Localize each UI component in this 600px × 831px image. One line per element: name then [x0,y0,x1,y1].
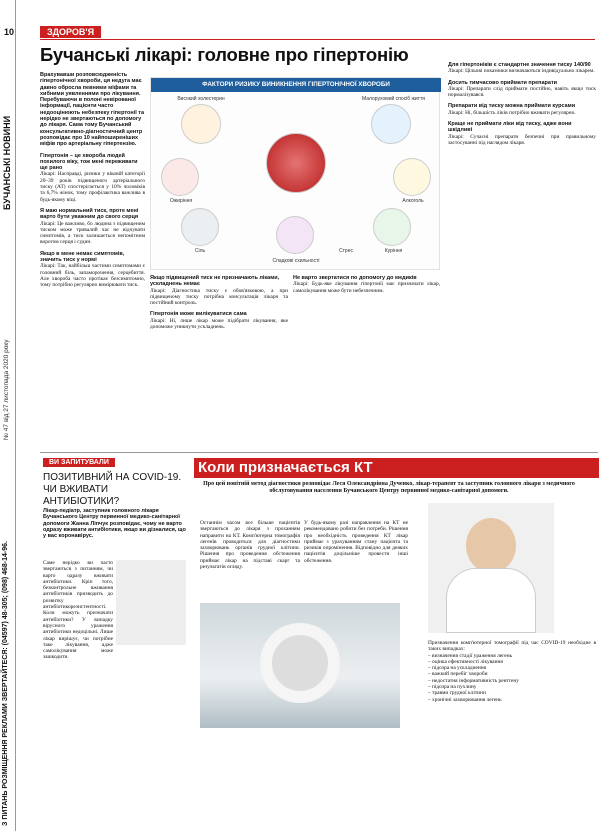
answer-2: Лікарі: Це важливо, бо людина з підвищеним тиском може тривалий час не відчувати симптомів, а тиск залишається непомітним ворогом серця і судин. [40,220,145,246]
myth-10: Краще не приймати ліки від тиску, адже вони шкідливі [448,121,572,134]
strip-divider [15,0,16,831]
kt-indications-intro: Призначення комп'ютерної томографії під час COVID-19 необхідне в таких випадках: [428,640,596,653]
list-item: – визначення стадії ураження легень [428,653,596,659]
factor-label: Алкоголь [402,198,424,204]
list-item: – недостатня інформативність рентгену [428,678,596,684]
list-item: – підозра на ускладнення [428,665,596,671]
sidebar-body: Саме нерідко ви часто звертаються з питанням, чи варто одразу вживати антибіотики. Кріп того, безконтрольне вживання антибіотиків призводить до розвитку антибіотикорезистентності. Коли можуть призначати антибіотики? У випадку вірусного ураження антибіотики недоцільні. Лише лікар вирішує, чи потрібне таке лікування, адже самолікування може зашкодити. [43,560,113,661]
heart-image [266,133,326,193]
answer-6: Лікарі: Будь-яке лікування гіпертонії має призначати лікар, самолікування може бути небезпечним. [293,281,440,294]
list-item: – оцінка ефективності лікування [428,659,596,665]
section-label: ЗДОРОВ'Я [40,26,101,38]
ask-tag: ВИ ЗАПИТУВАЛИ [43,458,115,467]
cholesterol-image [181,104,221,144]
headline: Бучанські лікарі: головне про гіпертонію [40,44,409,65]
doctor-face [466,518,516,573]
heredity-image [276,216,314,254]
list-item: – підозра на пухлину [428,684,596,690]
salt-image [181,208,219,246]
page-number: 10 [4,27,15,37]
factor-label: Сіль [194,248,206,254]
factor-label: Ожиріння [169,198,193,204]
section-header [40,26,595,40]
answer-1: Лікарі: Насправді, ризики у віковій категорії 20–39 років підвищеного артеріального тиску (АТ) спостерігається у 10% чоловіків та 6,7% жінок, тому профілактика важлива в будь-якому віці. [40,171,145,203]
myth-5: Гіпертонія може вилікуватися сама [150,311,247,318]
myth-2: Я маю нормальний тиск, проте мені варто бути уважним до свого серця [40,207,139,221]
side-strip [0,0,14,831]
myth-7: Для гіпертоніків є стандартне значення тиску 140/90 [448,62,591,68]
sedentary-image [371,104,411,144]
factor-label: Малорухомий спосіб життя [362,96,425,102]
kt-indications [428,653,596,703]
list-item: – травми грудної клітини [428,690,596,696]
list-item: – хронічні захворювання легень [428,697,596,703]
kt-lead: Про цей новітній метод діагностики розповідає Леся Олександрівна Дученко, лікар-терапевт та заступник головного лікаря з медичного обслуговування населення Бучанського Центру первинної медико-санітарної допомоги. [203,481,575,495]
alcohol-image [393,158,431,196]
myth-9: Препарати від тиску можна приймати курсами [448,103,576,110]
ads-contact: З ПИТАНЬ РОЗМІЩЕННЯ РЕКЛАМИ ЗВЕРТАЙТЕСЯ: (04597) 48-305; (098) 468-14-96. [2,541,9,826]
sidebar-lead: Лікар-педіатр, заступник головного лікаря Бучанського Центру первинної медико-санітарної допомоги Жанна Ліпчук розповідає, чому не варто одразу вживати антибіотики, якщо ви дізналися, що у вас коронавірус. [43,508,186,540]
myth-8: Досить тимчасово приймати препарати [448,79,558,86]
factor-label: Високий холестерин [177,96,225,102]
kt-col-1: Останнім часом все більше пацієнтів звертаються до лікаря з проханням направити на КТ. Комп'ютерна томографія легенів проводиться для діагностики захворювань органів грудної клітини. Рішення про проведення обстеження приймає лікар на підставі скарг та результатів огляду. [200,520,300,571]
kt-banner [194,458,599,478]
risk-infographic [150,77,440,270]
answer-3: Лікарі: Так, найбільш частими симптомами є головний біль, запаморочення, серцебиття. Але хвороба часто протікає безсимптомно, тому потрібно регулярно вимірювати тиск. [40,263,145,289]
answer-10: Лікарі: Сучасні препарати безпечні при правильному застосуванні під наглядом лікаря. [448,133,596,146]
kt-title: Коли призначається КТ [198,459,373,476]
sidebar-title: ПОЗИТИВНИЙ НА COVID-19. ЧИ ВЖИВАТИ АНТИБІОТИКИ? [43,472,182,507]
ct-gantry [260,623,340,703]
obesity-image [161,158,199,196]
outlet-name: БУЧАНСЬКІ НОВИНИ [2,115,12,210]
intro: Врахувавши розповсюдженість гіпертонічної хвороби, ця недуга має давно обросла певними міфами та хибними уявленнями про лікування. Перебуваючи в полоні невірованої інформації, пацієнти часто недооцінюють небезпеку гіпертонії та нерідко не звертаються по допомогу до лікаря. Сама тому Бучанський консультативно-діагностичний центр розповідає про 10 найпоширеніших міфів про артеріальну гіпертензію. [40,72,145,148]
factor-label: Стрес [339,248,353,254]
list-item: – важкий перебіг хвороби [428,671,596,677]
kt-col-3 [428,640,596,703]
ct-scanner-photo [200,603,400,728]
myth-1: Гіпертонія – це хвороба людей похилого віку, тож мені переживати ще рано [40,152,138,172]
hyper-col-3 [293,275,440,294]
divider [40,452,598,453]
answer-7: Лікарі: Цільові показники визначаються індивідуально лікарем. [448,68,595,75]
myth-3: Якщо в мене немає симптомів, значить тиск у нормі [40,250,125,264]
issue-info: № 47 від 27 листопада 2020 року [3,339,10,440]
smoking-image [373,208,411,246]
answer-8: Лікарі: Препарати слід приймати постійно, навіть якщо тиск нормалізувався. [448,85,596,99]
portrait-photo [116,560,186,645]
answer-9: Лікарі: Ні, більшість ліків потрібно вживати регулярно. [448,109,576,116]
doctor-portrait [428,503,554,633]
hyper-col-2 [150,275,288,330]
answer-5: Лікарі: Ні, лише лікар може підібрати лікування, яке допоможе уникнути ускладнень. [150,317,288,331]
doctor-coat [446,568,536,633]
answer-4: Лікарі: Діагностика тиску є обов'язковою, а при підвищеному тиску потрібна консультація лікаря та постійний контроль. [150,287,288,307]
factor-label: Куріння [384,248,403,254]
myth-4: Якщо підвищений тиск не призначають ліками, ускладнень немає [150,275,280,288]
hyper-col-4 [448,62,596,146]
hyper-col-1 [40,72,145,289]
infographic-title: ФАКТОРИ РИЗИКУ ВИНИКНЕННЯ ГІПЕРТОНІЧНОЇ ХВОРОБИ [151,78,441,92]
myth-6: Не варто звертатися по допомогу до медиків [293,275,417,281]
factor-label: Спадкові схильності [272,258,320,264]
kt-col-2: У будь-якому разі направлення на КТ не рекомендовано робити без потреби. Рішення про необхідність проведення КТ лікар приймає з урахуванням стану пацієнта та ризиків опромінення. Відповідно для деяких пацієнтів доцільніше провести інші обстеження. [304,520,408,564]
